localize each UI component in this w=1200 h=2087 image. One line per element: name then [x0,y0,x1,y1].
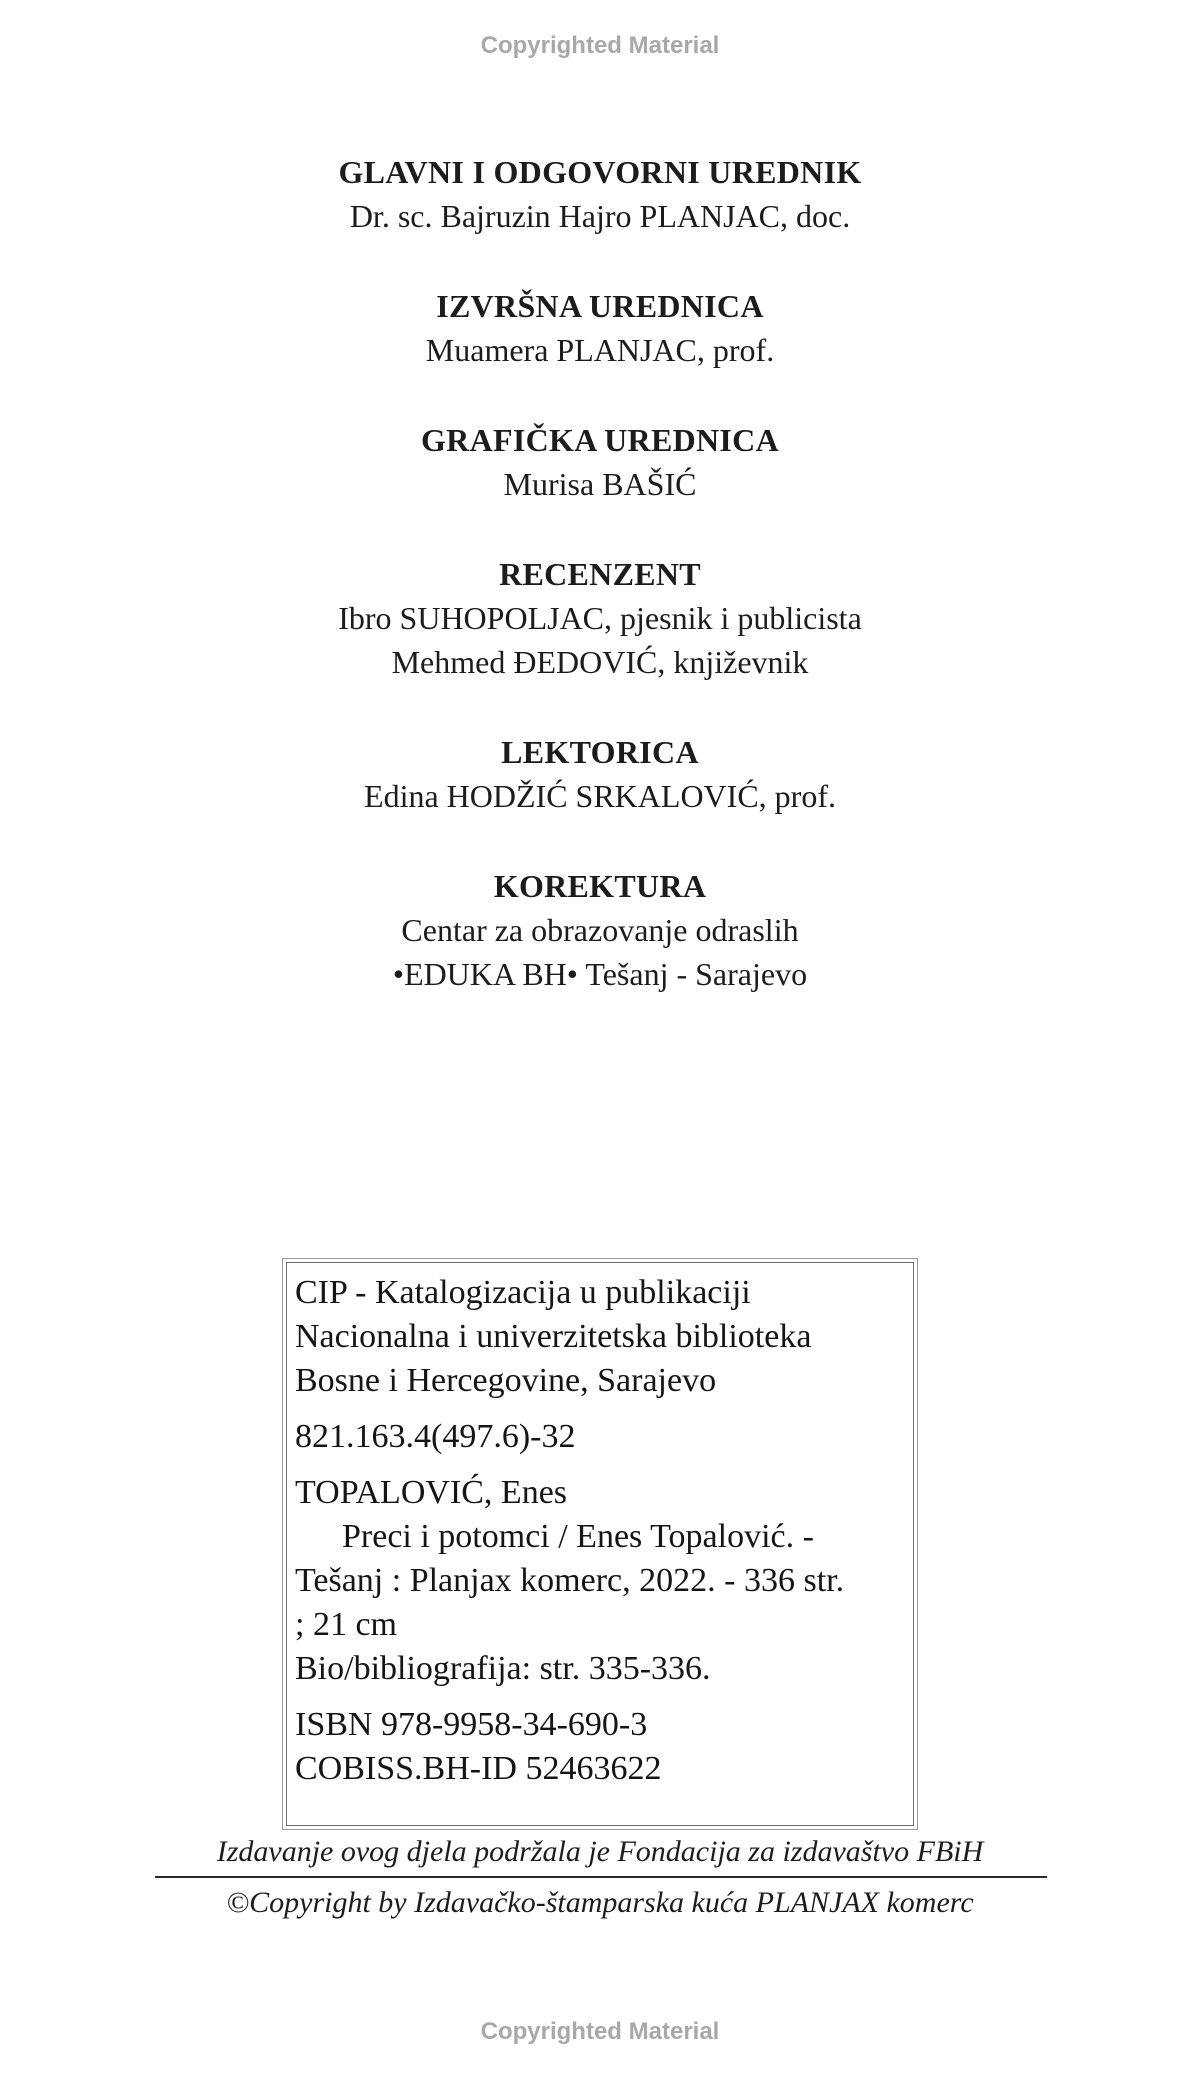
cip-udc: 821.163.4(497.6)-32 [295,1418,576,1455]
watermark-bottom: Copyrighted Material [480,2018,720,2045]
cip-record-box [286,1262,914,1826]
credit-editor-in-chief [0,150,1200,238]
cip-header-line: Bosne i Hercegovine, Sarajevo [295,1362,717,1399]
credit-name: Murisa BAŠIĆ [503,466,697,502]
credit-name: Centar za obrazovanje odraslih [401,912,799,948]
credit-name: Ibro SUHOPOLJAC, pjesnik i publicista [338,600,862,636]
cip-author: TOPALOVIĆ, Enes [295,1474,568,1511]
credit-name: Muamera PLANJAC, prof. [425,332,775,368]
cip-header-line: CIP - Katalogizacija u publikaciji [295,1274,751,1311]
cip-physical-description: ; 21 cm [295,1606,397,1643]
credit-executive-editor [0,284,1200,372]
cip-publication: Tešanj : Planjax komerc, 2022. - 336 str. [295,1562,845,1599]
support-note: Izdavanje ovog djela podržala je Fondacija za izdavaštvo FBiH [216,1835,984,1868]
credit-name: •EDUKA BH• Tešanj - Sarajevo [392,956,808,992]
credit-title: LEKTORICA [501,734,699,770]
editorial-credits [0,150,1200,1042]
divider [155,1876,1047,1878]
credit-title: IZVRŠNA UREDNICA [436,288,764,324]
cip-cobiss: COBISS.BH-ID 52463622 [295,1750,662,1787]
copyright-notice: ©Copyright by Izdavačko-štamparska kuća PLANJAX komerc [226,1886,974,1919]
credit-graphic-editor [0,418,1200,506]
watermark-top: Copyrighted Material [480,32,720,59]
credit-title: RECENZENT [499,556,701,592]
credit-reviewer [0,552,1200,684]
credit-name: Dr. sc. Bajruzin Hajro PLANJAC, doc. [349,198,851,234]
cip-header-line: Nacionalna i univerzitetska biblioteka [295,1318,812,1355]
credit-title: GLAVNI I ODGOVORNI UREDNIK [338,154,862,190]
credit-proofreader [0,730,1200,818]
credit-name: Mehmed ĐEDOVIĆ, književnik [391,644,809,680]
cip-isbn: ISBN 978-9958-34-690-3 [295,1706,648,1743]
cip-title-statement: Preci i potomci / Enes Topalović. - [342,1518,814,1555]
credit-title: KOREKTURA [493,868,707,904]
credit-correction [0,864,1200,996]
cip-note: Bio/bibliografija: str. 335-336. [295,1650,711,1687]
credit-title: GRAFIČKA UREDNICA [420,422,779,458]
credit-name: Edina HODŽIĆ SRKALOVIĆ, prof. [364,778,836,814]
